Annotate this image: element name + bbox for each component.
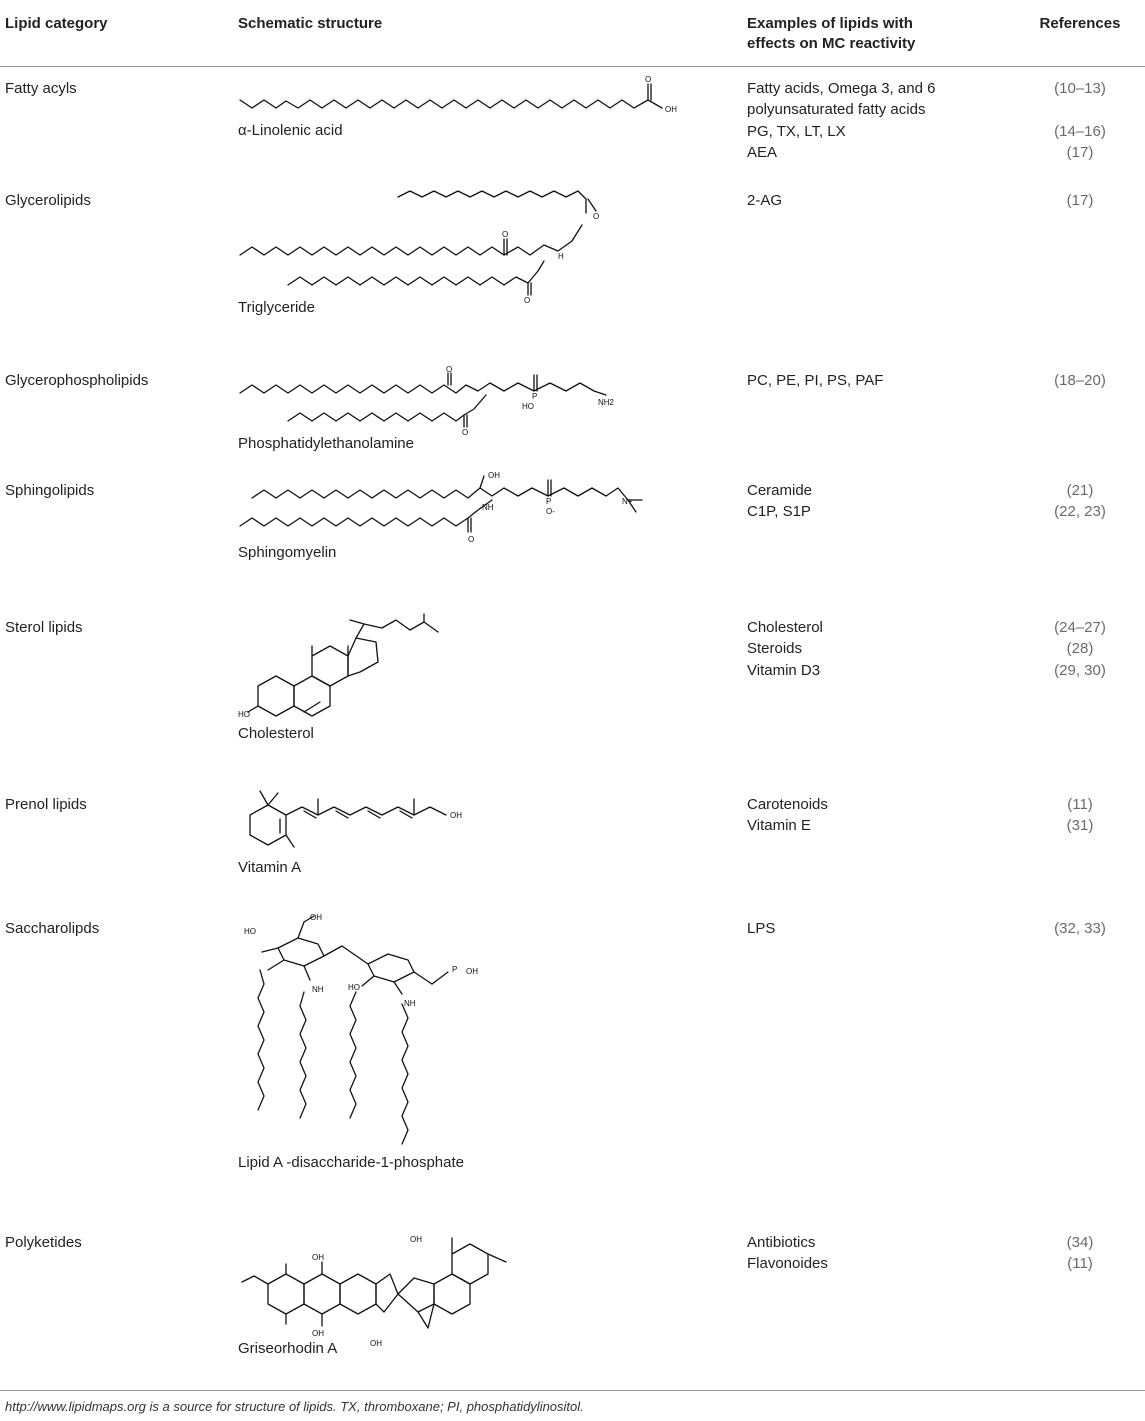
lipid-a-structure <box>238 912 498 1152</box>
category-prenol-lipids: Prenol lipids <box>5 796 87 813</box>
examples-fatty-acyls <box>747 78 1007 164</box>
reference-link[interactable]: (28) <box>1066 640 1094 658</box>
reference-link[interactable]: (32, 33) <box>1054 920 1106 937</box>
example-item: LPS <box>747 920 776 937</box>
amine-label: NH2 <box>598 398 615 407</box>
references-polyketides <box>1020 1232 1140 1275</box>
category-glycerolipids: Glycerolipids <box>5 192 91 209</box>
caption-vitamin-a: Vitamin A <box>238 859 302 876</box>
hydroxyl-label: HO <box>244 927 256 936</box>
reference-link[interactable]: (11) <box>1067 1255 1093 1273</box>
category-sphingolipids: Sphingolipids <box>5 482 95 499</box>
caption-phosphatidylethanolamine: Phosphatidylethanolamine <box>238 435 414 452</box>
triglyceride-structure <box>238 185 608 305</box>
example-item: Antibiotics <box>747 1234 816 1251</box>
header-references: References <box>1039 15 1121 32</box>
alpha-linolenic-acid-structure <box>238 72 688 122</box>
references-glycerolipids <box>1020 190 1140 211</box>
caption-cholesterol: Cholesterol <box>238 725 314 742</box>
reference-link[interactable]: (21) <box>1066 482 1094 499</box>
hydroxyl-label: OH <box>450 811 462 820</box>
header-examples: Examples of lipids with effects on MC reactivity <box>747 15 916 52</box>
example-item: Cholesterol <box>747 619 823 636</box>
ester-o-label: O <box>462 428 469 437</box>
hydroxyl-label: HO <box>522 402 534 411</box>
ester-o-label: O <box>502 230 509 239</box>
hydroxyl-label: OH <box>665 105 677 114</box>
category-fatty-acyls: Fatty acyls <box>5 80 77 97</box>
caption-griseorhodin-a: Griseorhodin A <box>238 1340 338 1357</box>
category-sterol-lipids: Sterol lipids <box>5 619 83 636</box>
sphingomyelin-structure <box>238 470 658 545</box>
caption-lipid-a: Lipid A -disaccharide-1-phosphate <box>238 1154 464 1171</box>
amide-label: NH <box>312 985 324 994</box>
examples-sphingolipids <box>747 480 1007 523</box>
examples-prenol-lipids <box>747 794 1007 837</box>
hydroxyl-label: OH <box>410 1235 422 1244</box>
ester-o-label: O <box>593 212 600 221</box>
example-item: PC, PE, PI, PS, PAF <box>747 372 884 389</box>
category-polyketides: Polyketides <box>5 1234 82 1251</box>
reference-link[interactable]: (34) <box>1066 1234 1094 1251</box>
header-lipid-category: Lipid category <box>5 15 108 32</box>
example-item: 2-AG <box>747 192 783 209</box>
reference-link[interactable]: (10–13) <box>1054 80 1106 97</box>
header-rule <box>0 66 1145 67</box>
examples-glycerophospholipids <box>747 370 1007 391</box>
phosphatidylethanolamine-structure <box>238 365 618 435</box>
references-glycerophospholipids <box>1020 370 1140 391</box>
phosphorus-label: P <box>546 497 552 506</box>
references-fatty-acyls <box>1020 78 1140 164</box>
example-item: Vitamin D3 <box>747 661 821 679</box>
reference-link[interactable]: (31) <box>1066 817 1094 835</box>
phosphorus-label: P <box>452 965 458 974</box>
reference-link[interactable]: (24–27) <box>1054 619 1106 636</box>
reference-link[interactable]: (22, 23) <box>1054 503 1106 521</box>
references-saccharolipds <box>1020 918 1140 939</box>
examples-glycerolipids <box>747 190 1007 211</box>
example-item: PG, TX, LT, LX <box>747 122 846 140</box>
examples-sterol-lipids <box>747 617 1007 681</box>
caption-alpha-linolenic-acid: α-Linolenic acid <box>238 122 343 139</box>
hydroxyl-label: OH <box>312 1329 324 1338</box>
reference-link[interactable]: (14–16) <box>1054 122 1106 140</box>
cholesterol-structure <box>238 612 458 722</box>
phosphate-o-label: O- <box>546 507 555 516</box>
example-item: Vitamin E <box>747 817 811 835</box>
reference-spacer <box>1020 99 1140 120</box>
carbonyl-o-label: O <box>468 535 475 544</box>
phosphorus-label: P <box>532 392 538 401</box>
example-item: AEA <box>747 144 778 162</box>
table-footnote: http://www.lipidmaps.org is a source for structure of lipids. TX, thromboxane; PI, phosphatidylinositol. <box>5 1399 584 1414</box>
reference-link[interactable]: (18–20) <box>1054 372 1106 389</box>
example-item: polyunsaturated fatty acids <box>747 101 926 119</box>
example-item: C1P, S1P <box>747 503 811 521</box>
hydrogen-label: H <box>558 252 564 261</box>
vitamin-a-structure <box>238 785 478 860</box>
category-glycerophospholipids: Glycerophospholipids <box>5 372 149 389</box>
footer-rule <box>0 1390 1145 1391</box>
caption-sphingomyelin: Sphingomyelin <box>238 544 337 561</box>
hydroxyl-label: OH <box>370 1339 382 1348</box>
amide-label: NH <box>404 999 416 1008</box>
examples-polyketides <box>747 1232 1007 1275</box>
references-sterol-lipids <box>1020 617 1140 681</box>
reference-link[interactable]: (11) <box>1067 796 1093 813</box>
hydroxyl-label: OH <box>310 913 322 922</box>
hydroxyl-label: HO <box>348 983 360 992</box>
reference-link[interactable]: (29, 30) <box>1054 661 1106 679</box>
reference-link[interactable]: (17) <box>1066 192 1094 209</box>
caption-triglyceride: Triglyceride <box>238 299 315 316</box>
hydroxyl-label: HO <box>238 710 250 719</box>
header-schematic-structure: Schematic structure <box>238 15 383 32</box>
hydroxyl-label: OH <box>466 967 478 976</box>
carbonyl-o-label: O <box>645 75 652 84</box>
ammonium-label: N+ <box>622 497 633 506</box>
example-item: Steroids <box>747 640 803 658</box>
examples-saccharolipds <box>747 918 1007 939</box>
hydroxyl-label: OH <box>312 1253 324 1262</box>
example-item: Carotenoids <box>747 796 828 813</box>
reference-link[interactable]: (17) <box>1066 144 1094 162</box>
example-item: Ceramide <box>747 482 813 499</box>
ester-o-label: O <box>524 296 531 305</box>
references-sphingolipids <box>1020 480 1140 523</box>
amide-label: NH <box>482 503 494 512</box>
hydroxyl-label: OH <box>488 471 500 480</box>
category-saccharolipds: Saccharolipds <box>5 920 100 937</box>
example-item: Flavonoides <box>747 1255 828 1273</box>
references-prenol-lipids <box>1020 794 1140 837</box>
ester-o-label: O <box>446 365 453 374</box>
example-item: Fatty acids, Omega 3, and 6 <box>747 80 936 97</box>
